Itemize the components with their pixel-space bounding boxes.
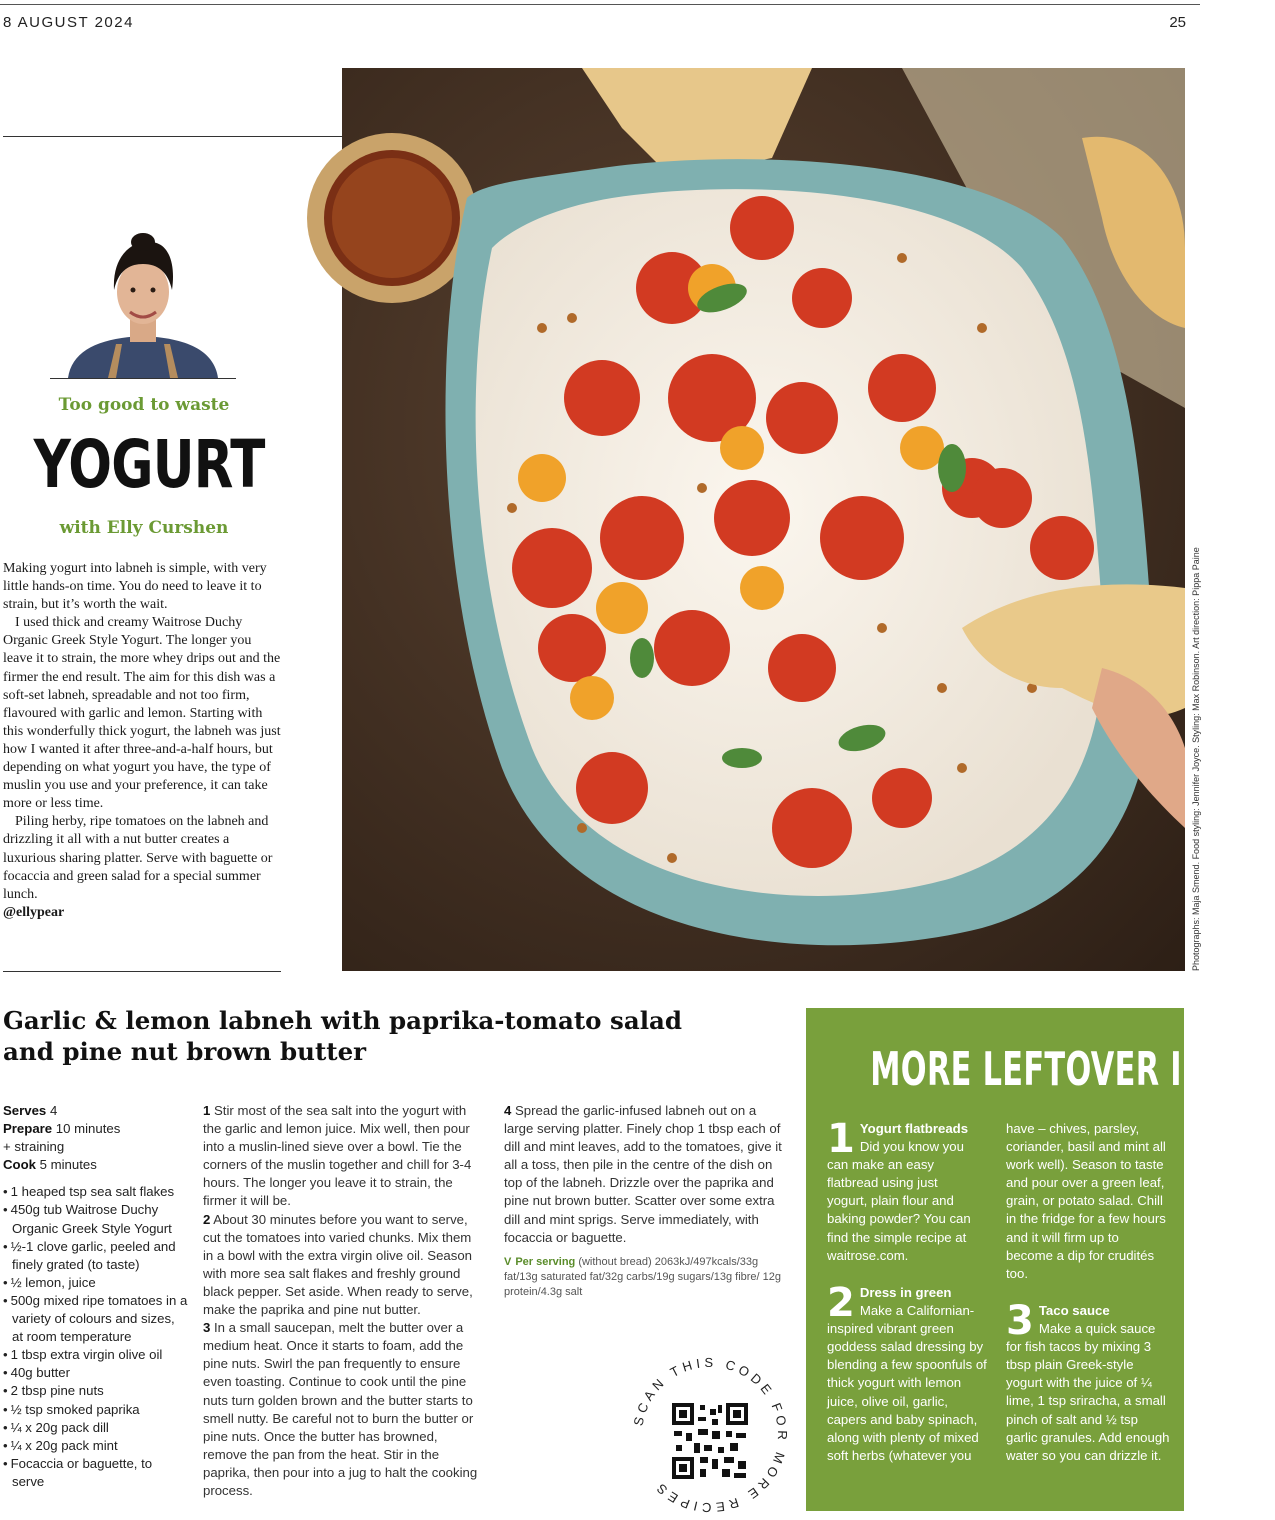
step-text: Stir most of the sea salt into the yogurt with the garlic and lemon juice. Mix well, then pour into a muslin-lined sieve over a bowl. Tie the corners of the muslin together and chill for 3-4 hours. The longer you leave it to strain, the firmer it will be. <box>203 1103 472 1209</box>
tip-name: Taco sauce <box>1038 1303 1110 1318</box>
ingredient-item: • 500g mixed ripe tomatoes in a variety of colours and sizes, at room temperature <box>3 1292 188 1346</box>
step-number: 2 <box>203 1211 211 1227</box>
cook-value: 5 minutes <box>39 1157 97 1173</box>
method-column-1 <box>203 1102 483 1500</box>
step-number: 3 <box>203 1320 211 1336</box>
prepare-label: Prepare <box>3 1121 53 1137</box>
step-number: 4 <box>504 1103 512 1118</box>
ingredient-list <box>3 1183 188 1491</box>
tip-continued-text <box>1006 1120 1166 1283</box>
intro-paragraph: I used thick and creamy Waitrose Duchy Organic Greek Style Yogurt. The longer you leave it to strain, the more whey drips out and the firmer the end result. The aim for this dish was a soft-set labneh, spreadable and not too firm, flavoured with garlic and lemon. Starting with this wonderfully thick yogurt, the labneh was just how I wanted it after three-and-a-half hours, but depending on what yogurt you have, the type of muslin you use and your preference, it can take more or less time. <box>3 615 281 812</box>
tip-text: Did you know you can make an easy flatbread using just yogurt, plain flour and baking powder? You can find the simple recipe at waitrose.com. <box>827 1139 971 1263</box>
ingredient-item: • ¼ x 20g pack mint <box>3 1437 188 1455</box>
method-column-2 <box>504 1102 786 1300</box>
column-rule-top <box>3 136 342 137</box>
ingredient-item: • 450g tub Waitrose Duchy Organic Greek Style Yogurt <box>3 1201 188 1237</box>
cook-row <box>3 1156 188 1174</box>
intro-paragraph: Making yogurt into labneh is simple, with very little hands-on time. You do need to leave it to strain, but it’s worth the wait. <box>3 561 267 613</box>
serves-value: 4 <box>49 1103 58 1118</box>
step-number: 1 <box>203 1103 211 1118</box>
series-kicker: Too good to waste <box>58 395 230 415</box>
method-step <box>203 1102 483 1211</box>
header-rule <box>0 4 1200 5</box>
recipe-title: Garlic & lemon labneh with paprika-tomato salad and pine nut brown butter <box>3 1006 683 1066</box>
step-text: About 30 minutes before you want to serve, cut the tomatoes into varied chunks. Mix them in a bowl with the extra virgin olive oil. Season with more sea salt flakes and freshly ground black pepper. Set aside. When ready to serve, make the paprika and pine nut butter. <box>203 1211 473 1318</box>
ingredient-item: • ½ lemon, juice <box>3 1274 188 1292</box>
serves-label: Serves <box>3 1103 47 1118</box>
author-portrait <box>50 220 236 378</box>
ingredient-item: • 2 tbsp pine nuts <box>3 1382 188 1400</box>
method-step <box>203 1211 483 1320</box>
tip-yogurt-flatbreads <box>827 1116 977 1265</box>
prepare-value: 10 minutes <box>55 1121 121 1137</box>
hero-photo <box>342 68 1185 971</box>
ingredient-item: • ½ tsp smoked paprika <box>3 1401 188 1419</box>
tip-number: 1 <box>827 1116 855 1162</box>
leftover-ideas-panel <box>806 1008 1275 1511</box>
cook-label: Cook <box>3 1157 36 1173</box>
prepare-row <box>3 1120 188 1138</box>
ingredient-item: • ¼ x 20g pack dill <box>3 1419 188 1437</box>
page-number: 25 <box>1169 14 1186 31</box>
nutrition-label: Per serving <box>515 1255 576 1268</box>
ingredient-item: • 40g butter <box>3 1364 188 1382</box>
vegetarian-icon: V <box>504 1255 512 1268</box>
issue-date: 8 AUGUST 2024 <box>3 14 134 31</box>
ingredient-item: • ½-1 clove garlic, peeled and finely grated (to taste) <box>3 1238 188 1274</box>
tip-name: Dress in green <box>859 1285 952 1300</box>
ingredient-item: • 1 heaped tsp sea salt flakes <box>3 1183 188 1201</box>
tip-number: 2 <box>827 1280 855 1326</box>
qr-code-icon <box>672 1403 748 1479</box>
qr-code-badge[interactable] <box>630 1355 790 1515</box>
author-handle: @ellypear <box>3 904 65 920</box>
nutrition-info <box>504 1255 786 1300</box>
ingredients-column <box>3 1102 188 1491</box>
photo-credit: Photographs: Maja Smend. Food styling: Jennifer Joyce. Styling: Max Robinson. Art direction: Pippa Paine <box>1191 547 1201 971</box>
step-text: Spread the garlic-infused labneh out on a large serving platter. Finely chop 1 tbsp each of dill and mint leaves, add to the tomatoes, give it all a toss, then pile in the centre of the dish on top of the labneh. Drizzle over the paprika and pine nut brown butter. Scatter over some extra dill and mint sprigs. Serve immediately, with focaccia or baguette. <box>504 1103 782 1245</box>
step-text: In a small saucepan, melt the butter over a medium heat. Once it starts to foam, add the pine nuts. Swirl the pan frequently to ensure even toasting. Continue to cook until the pine nuts turn golden brown and the butter starts to smell nutty. Be careful not to burn the butter or pine nuts. Once the butter has browned, remove the pan from the heat. Stir in the paprika, then pour into a jug to halt the cooking process. <box>203 1320 478 1498</box>
serves-row <box>3 1102 188 1120</box>
portrait-rule <box>50 378 236 379</box>
qr-caption: SCAN THIS CODE FOR MORE RECIPES <box>630 1355 790 1515</box>
ingredient-item: • 1 tbsp extra virgin olive oil <box>3 1346 188 1364</box>
ingredient-item: • Focaccia or baguette, to serve <box>3 1455 188 1491</box>
tip-text: have – chives, parsley, coriander, basil and mint all work well). Season to taste and pour over a green leaf, grain, or potato salad. Chill in the fridge for a few hours and it will firm up to become a dip for crudités too. <box>1006 1121 1166 1281</box>
tip-text: Make a quick sauce for fish tacos by mixing 3 tbsp plain Greek-style yogurt with the juice of ¼ lime, 1 tsp sriracha, a small pinch of salt and ½ tsp garlic granules. Add enough water so you can drizzle it. <box>1006 1321 1170 1463</box>
tip-dress-in-green <box>827 1280 987 1465</box>
method-step <box>203 1319 483 1500</box>
column-rule-bottom <box>3 971 281 972</box>
tip-text: Make a Californian-inspired vibrant green goddess salad dressing by blending a few spoonfuls of thick yogurt with lemon juice, olive oil, garlic, capers and baby spinach, along with plenty of mixed soft herbs (whatever you <box>827 1303 987 1463</box>
nutrition-text: (without bread) 2063kJ/497kcals/33g fat/13g saturated fat/32g carbs/19g sugars/13g fibre/ 12g protein/4.3g salt <box>504 1255 782 1298</box>
prepare-extra: + straining <box>3 1139 65 1155</box>
page-title: YOGURT <box>33 426 265 503</box>
tip-taco-sauce <box>1006 1298 1171 1465</box>
tip-name: Yogurt flatbreads <box>859 1121 969 1136</box>
tip-number: 3 <box>1006 1298 1034 1344</box>
intro-text <box>3 560 281 922</box>
panel-title: MORE LEFTOVER IDEAS <box>870 1042 1275 1096</box>
method-step <box>504 1102 786 1247</box>
byline: with Elly Curshen <box>59 518 229 538</box>
intro-paragraph: Piling herby, ripe tomatoes on the labneh and drizzling it all with a nut butter creates a luxurious sharing platter. Serve with baguette or focaccia and green salad for a special summer lunch. <box>3 814 273 902</box>
